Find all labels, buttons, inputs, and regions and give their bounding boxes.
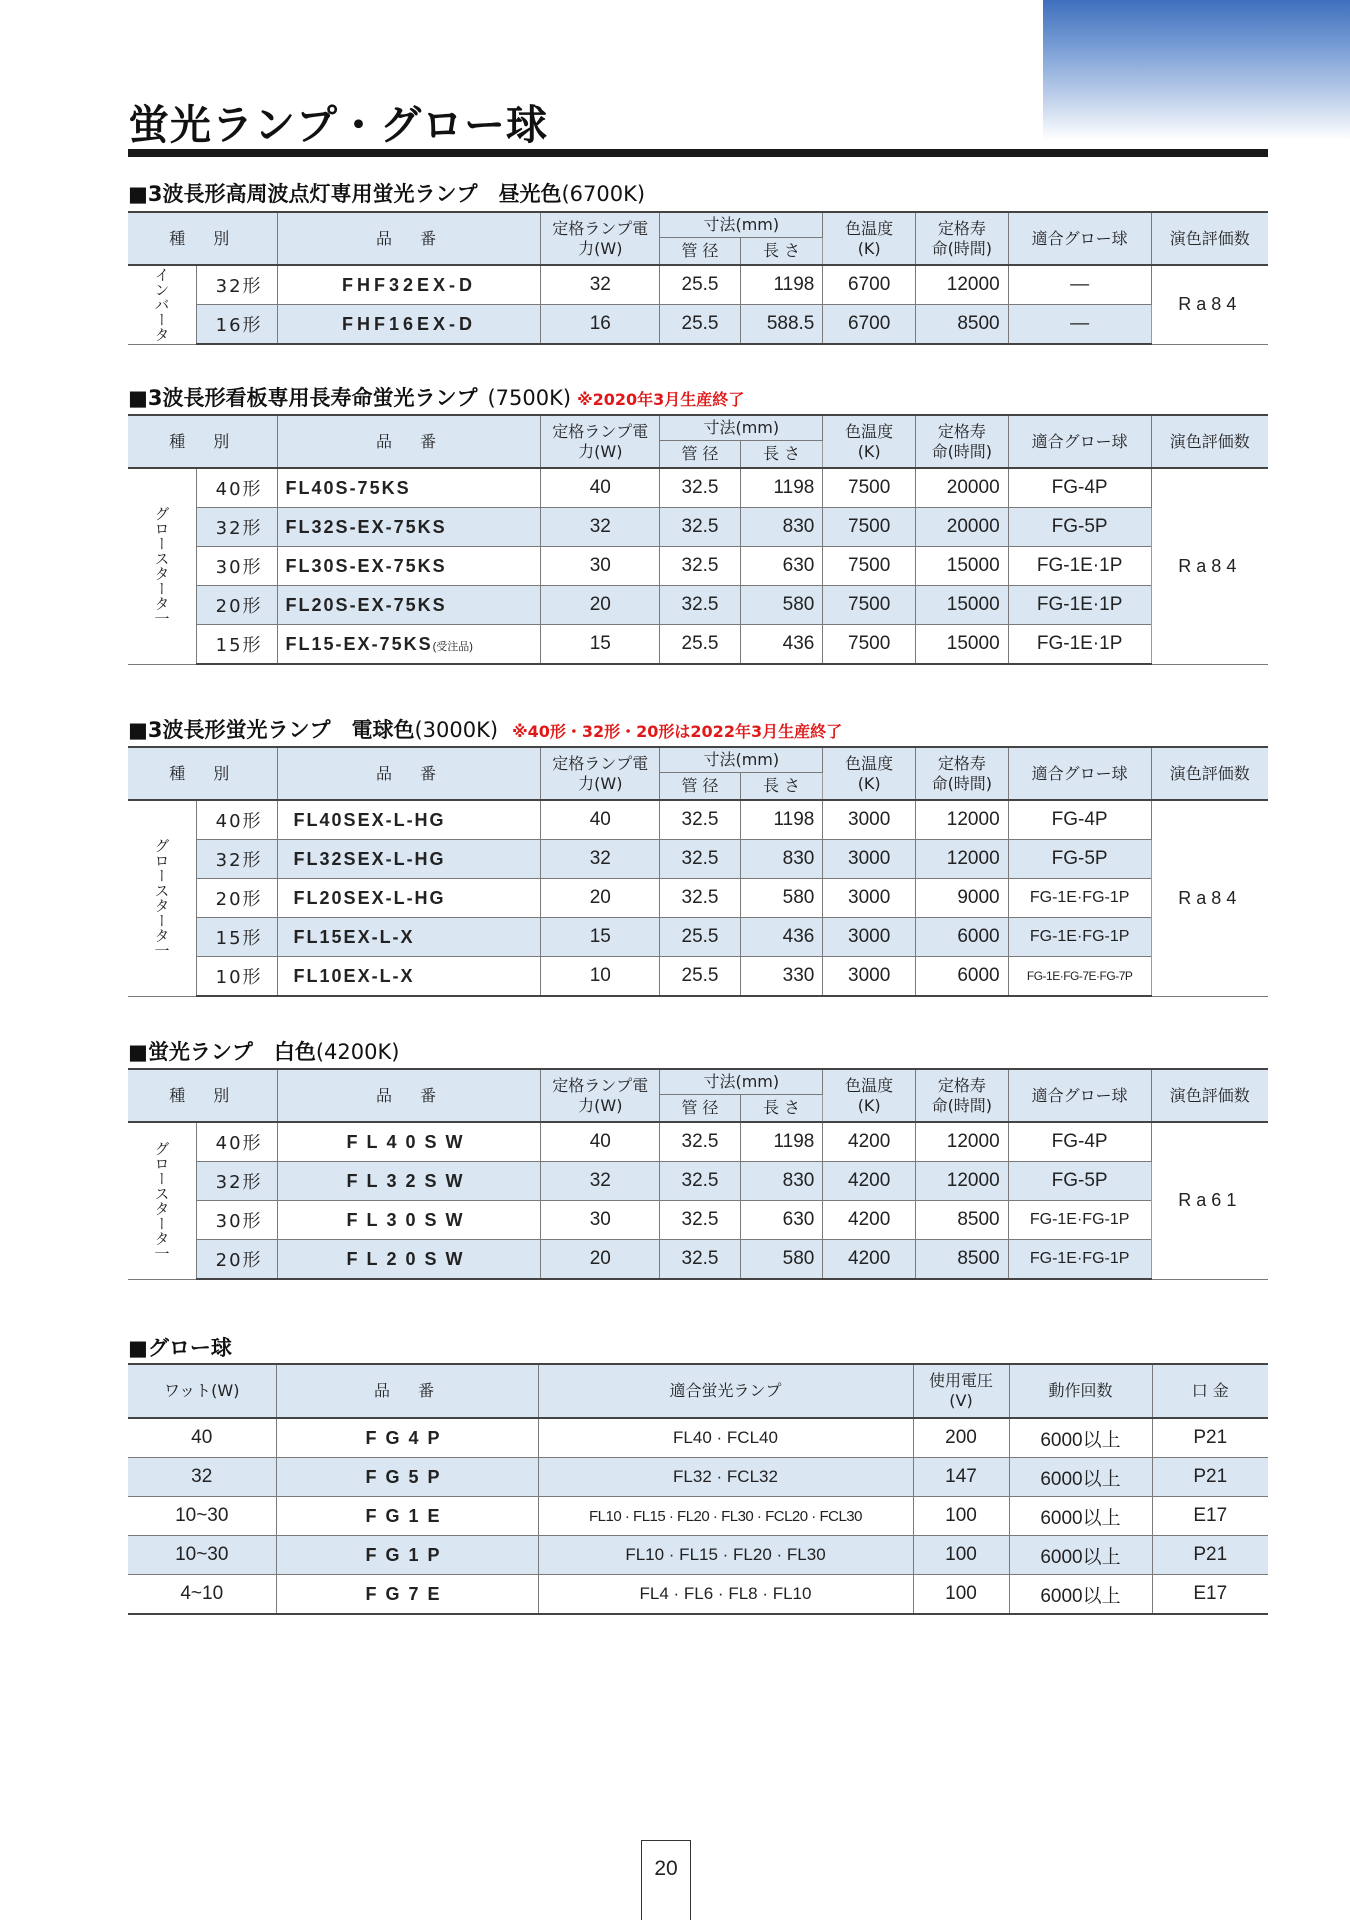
life-cell: 12000 bbox=[916, 800, 1009, 840]
temp-cell: 3000 bbox=[823, 840, 916, 879]
model-cell: FL32SW bbox=[277, 1162, 541, 1201]
header-cycles: 動作回数 bbox=[1009, 1364, 1152, 1418]
model-cell: FL30S-EX-75KS bbox=[277, 547, 541, 586]
header-type: 種 別 bbox=[128, 212, 277, 265]
group-label: インバータ bbox=[128, 265, 196, 344]
life-cell: 12000 bbox=[916, 265, 1009, 305]
header-dims: 寸法(mm) bbox=[660, 415, 823, 441]
header-cri: 演色評価数 bbox=[1151, 1069, 1268, 1122]
section-title-temp: (7500K) bbox=[487, 386, 572, 410]
temp-cell: 7500 bbox=[823, 508, 916, 547]
group-label: グロースタータ一 bbox=[128, 1122, 196, 1279]
table-row bbox=[128, 918, 1268, 957]
header-power: 定格ランプ電力(W) bbox=[541, 747, 660, 800]
glow-cell: FG-5P bbox=[1008, 1162, 1151, 1201]
base-cell: P21 bbox=[1152, 1418, 1268, 1458]
lamps-cell: FL4 · FL6 · FL8 · FL10 bbox=[538, 1575, 913, 1615]
header-color-temp: 色温度(K) bbox=[823, 212, 916, 265]
header-voltage: 使用電圧(V) bbox=[913, 1364, 1009, 1418]
table-row bbox=[128, 1162, 1268, 1201]
header-cri: 演色評価数 bbox=[1151, 415, 1268, 468]
header-len: 長 さ bbox=[740, 773, 823, 801]
cycles-cell: 6000以上 bbox=[1009, 1418, 1152, 1458]
life-cell: 15000 bbox=[916, 625, 1009, 665]
header-glow: 適合グロー球 bbox=[1008, 415, 1151, 468]
temp-cell: 7500 bbox=[823, 625, 916, 665]
temp-cell: 3000 bbox=[823, 800, 916, 840]
len-cell: 436 bbox=[740, 918, 823, 957]
lamps-cell: FL32 · FCL32 bbox=[538, 1458, 913, 1497]
dia-cell: 32.5 bbox=[660, 800, 741, 840]
model-cell: FL32S-EX-75KS bbox=[277, 508, 541, 547]
header-model: 品 番 bbox=[277, 415, 541, 468]
temp-cell: 4200 bbox=[823, 1240, 916, 1280]
lamps-cell: FL10 · FL15 · FL20 · FL30 bbox=[538, 1536, 913, 1575]
lamps-cell: FL40 · FCL40 bbox=[538, 1418, 913, 1458]
watt-cell: 10~30 bbox=[128, 1536, 276, 1575]
power-cell: 15 bbox=[541, 918, 660, 957]
len-cell: 330 bbox=[740, 957, 823, 997]
header-len: 長 さ bbox=[740, 238, 823, 266]
life-cell: 15000 bbox=[916, 586, 1009, 625]
header-power: 定格ランプ電力(W) bbox=[541, 1069, 660, 1122]
base-cell: E17 bbox=[1152, 1497, 1268, 1536]
temp-cell: 6700 bbox=[823, 305, 916, 345]
header-dims: 寸法(mm) bbox=[660, 212, 823, 238]
glow-cell: FG-1E·FG-1P bbox=[1008, 1201, 1151, 1240]
table-row bbox=[128, 1418, 1268, 1458]
life-cell: 8500 bbox=[916, 1201, 1009, 1240]
model-cell: FHF32EX-D bbox=[277, 265, 541, 305]
dia-cell: 32.5 bbox=[660, 586, 741, 625]
voltage-cell: 100 bbox=[913, 1575, 1009, 1615]
temp-cell: 7500 bbox=[823, 468, 916, 508]
table-row bbox=[128, 879, 1268, 918]
model-cell bbox=[277, 625, 541, 665]
size-cell: 30形 bbox=[196, 547, 277, 586]
temp-cell: 3000 bbox=[823, 879, 916, 918]
spec-table bbox=[128, 746, 1268, 997]
size-cell: 40形 bbox=[196, 800, 277, 840]
glow-cell: FG-1E·FG-1P bbox=[1008, 918, 1151, 957]
header-base: 口 金 bbox=[1152, 1364, 1268, 1418]
cri-cell: Ra84 bbox=[1151, 800, 1268, 996]
size-cell: 40形 bbox=[196, 468, 277, 508]
header-glow: 適合グロー球 bbox=[1008, 747, 1151, 800]
len-cell: 1198 bbox=[740, 800, 823, 840]
model-cell: FL30SW bbox=[277, 1201, 541, 1240]
header-glow: 適合グロー球 bbox=[1008, 212, 1151, 265]
header-life: 定格寿命(時間) bbox=[916, 747, 1009, 800]
len-cell: 1198 bbox=[740, 468, 823, 508]
voltage-cell: 200 bbox=[913, 1418, 1009, 1458]
section-title-main: ■3波長形看板専用長寿命蛍光ランプ bbox=[128, 386, 478, 410]
model-cell: FL10EX-L-X bbox=[277, 957, 541, 997]
glow-cell: — bbox=[1008, 265, 1151, 305]
dia-cell: 25.5 bbox=[660, 957, 741, 997]
watt-cell: 40 bbox=[128, 1418, 276, 1458]
page-number: 20 bbox=[641, 1840, 691, 1920]
cycles-cell: 6000以上 bbox=[1009, 1458, 1152, 1497]
model-cell: FL15EX-L-X bbox=[277, 918, 541, 957]
len-cell: 630 bbox=[740, 1201, 823, 1240]
temp-cell: 4200 bbox=[823, 1201, 916, 1240]
power-cell: 30 bbox=[541, 547, 660, 586]
dia-cell: 32.5 bbox=[660, 547, 741, 586]
table-row bbox=[128, 1201, 1268, 1240]
base-cell: E17 bbox=[1152, 1575, 1268, 1615]
len-cell: 436 bbox=[740, 625, 823, 665]
header-cri: 演色評価数 bbox=[1151, 747, 1268, 800]
dia-cell: 32.5 bbox=[660, 1240, 741, 1280]
dia-cell: 25.5 bbox=[660, 625, 741, 665]
header-len: 長 さ bbox=[740, 1095, 823, 1123]
power-cell: 32 bbox=[541, 1162, 660, 1201]
section-title-main: ■蛍光ランプ 白色 bbox=[128, 1040, 316, 1064]
temp-cell: 4200 bbox=[823, 1122, 916, 1162]
life-cell: 20000 bbox=[916, 508, 1009, 547]
glow-cell: FG-4P bbox=[1008, 1122, 1151, 1162]
model-cell: FL20S-EX-75KS bbox=[277, 586, 541, 625]
life-cell: 9000 bbox=[916, 879, 1009, 918]
table-row bbox=[128, 625, 1268, 665]
base-cell: P21 bbox=[1152, 1536, 1268, 1575]
title-rule bbox=[128, 149, 1268, 157]
header-type: 種 別 bbox=[128, 747, 277, 800]
header-cri: 演色評価数 bbox=[1151, 212, 1268, 265]
model-cell: FG5P bbox=[276, 1458, 538, 1497]
section-title-main: ■3波長形蛍光ランプ 電球色 bbox=[128, 718, 415, 742]
spec-table bbox=[128, 1068, 1268, 1280]
section-title-temp: (3000K) bbox=[414, 718, 499, 742]
cycles-cell: 6000以上 bbox=[1009, 1536, 1152, 1575]
size-cell: 15形 bbox=[196, 918, 277, 957]
size-cell: 40形 bbox=[196, 1122, 277, 1162]
model-cell: FG4P bbox=[276, 1418, 538, 1458]
header-type: 種 別 bbox=[128, 415, 277, 468]
glow-cell: FG-4P bbox=[1008, 468, 1151, 508]
len-cell: 630 bbox=[740, 547, 823, 586]
table-row bbox=[128, 547, 1268, 586]
life-cell: 6000 bbox=[916, 957, 1009, 997]
len-cell: 830 bbox=[740, 508, 823, 547]
life-cell: 8500 bbox=[916, 1240, 1009, 1280]
section-title-temp: (4200K) bbox=[315, 1040, 400, 1064]
power-cell: 16 bbox=[541, 305, 660, 345]
header-color-temp: 色温度(K) bbox=[823, 415, 916, 468]
size-cell: 20形 bbox=[196, 586, 277, 625]
len-cell: 588.5 bbox=[740, 305, 823, 345]
size-cell: 30形 bbox=[196, 1201, 277, 1240]
life-cell: 12000 bbox=[916, 1122, 1009, 1162]
power-cell: 20 bbox=[541, 879, 660, 918]
temp-cell: 6700 bbox=[823, 265, 916, 305]
spec-table bbox=[128, 211, 1268, 345]
voltage-cell: 147 bbox=[913, 1458, 1009, 1497]
lamps-cell: FL10 · FL15 · FL20 · FL30 · FCL20 · FCL30 bbox=[538, 1497, 913, 1536]
len-cell: 1198 bbox=[740, 265, 823, 305]
glow-cell: — bbox=[1008, 305, 1151, 345]
power-cell: 40 bbox=[541, 800, 660, 840]
table-row bbox=[128, 1240, 1268, 1280]
model-cell: FL20SW bbox=[277, 1240, 541, 1280]
table-row bbox=[128, 265, 1268, 305]
len-cell: 580 bbox=[740, 1240, 823, 1280]
watt-cell: 10~30 bbox=[128, 1497, 276, 1536]
header-dims: 寸法(mm) bbox=[660, 747, 823, 773]
model-cell: FG1E bbox=[276, 1497, 538, 1536]
model-cell: FL40SEX-L-HG bbox=[277, 800, 541, 840]
header-model: 品 番 bbox=[277, 212, 541, 265]
power-cell: 32 bbox=[541, 840, 660, 879]
header-model: 品 番 bbox=[276, 1364, 538, 1418]
power-cell: 32 bbox=[541, 508, 660, 547]
table-row bbox=[128, 1458, 1268, 1497]
size-cell: 10形 bbox=[196, 957, 277, 997]
group-label: グロースタータ一 bbox=[128, 468, 196, 664]
temp-cell: 7500 bbox=[823, 586, 916, 625]
table-row bbox=[128, 1497, 1268, 1536]
section-title bbox=[128, 1036, 399, 1066]
model-cell: FL40S-75KS bbox=[277, 468, 541, 508]
len-cell: 580 bbox=[740, 879, 823, 918]
group-label: グロースタータ一 bbox=[128, 800, 196, 996]
section-title bbox=[128, 714, 842, 744]
dia-cell: 25.5 bbox=[660, 918, 741, 957]
size-cell: 16形 bbox=[196, 305, 277, 345]
glow-cell: FG-1E·FG-7E·FG-7P bbox=[1008, 957, 1151, 997]
section-title-main: ■3波長形高周波点灯専用蛍光ランプ 昼光色 bbox=[128, 182, 562, 206]
corner-gradient-decoration bbox=[1043, 0, 1350, 140]
power-cell: 30 bbox=[541, 1201, 660, 1240]
temp-cell: 4200 bbox=[823, 1162, 916, 1201]
section-title bbox=[128, 178, 645, 208]
table-row bbox=[128, 957, 1268, 997]
header-model: 品 番 bbox=[277, 747, 541, 800]
model-cell: FL40SW bbox=[277, 1122, 541, 1162]
dia-cell: 32.5 bbox=[660, 879, 741, 918]
dia-cell: 25.5 bbox=[660, 305, 741, 345]
glow-cell: FG-1E·1P bbox=[1008, 586, 1151, 625]
cycles-cell: 6000以上 bbox=[1009, 1497, 1152, 1536]
size-cell: 20形 bbox=[196, 1240, 277, 1280]
discontinued-note: ※2020年3月生産終了 bbox=[577, 390, 745, 409]
size-cell: 32形 bbox=[196, 265, 277, 305]
glow-cell: FG-5P bbox=[1008, 508, 1151, 547]
header-dia: 管 径 bbox=[660, 1095, 741, 1123]
header-power: 定格ランプ電力(W) bbox=[541, 212, 660, 265]
discontinued-note: ※40形・32形・20形は2022年3月生産終了 bbox=[512, 722, 843, 741]
dia-cell: 32.5 bbox=[660, 468, 741, 508]
table-row bbox=[128, 1536, 1268, 1575]
glow-table bbox=[128, 1363, 1268, 1615]
dia-cell: 32.5 bbox=[660, 1162, 741, 1201]
table-row bbox=[128, 586, 1268, 625]
section-title: ■グロー球 bbox=[128, 1336, 232, 1360]
life-cell: 12000 bbox=[916, 1162, 1009, 1201]
temp-cell: 3000 bbox=[823, 957, 916, 997]
glow-cell: FG-1E·1P bbox=[1008, 625, 1151, 665]
table-row bbox=[128, 305, 1268, 345]
glow-cell: FG-1E·1P bbox=[1008, 547, 1151, 586]
len-cell: 830 bbox=[740, 1162, 823, 1201]
header-color-temp: 色温度(K) bbox=[823, 747, 916, 800]
life-cell: 12000 bbox=[916, 840, 1009, 879]
watt-cell: 32 bbox=[128, 1458, 276, 1497]
size-cell: 15形 bbox=[196, 625, 277, 665]
voltage-cell: 100 bbox=[913, 1536, 1009, 1575]
power-cell: 20 bbox=[541, 1240, 660, 1280]
model-text: FL15-EX-75KS bbox=[285, 633, 433, 654]
model-cell: FG7E bbox=[276, 1575, 538, 1615]
cri-cell: Ra84 bbox=[1151, 468, 1268, 664]
voltage-cell: 100 bbox=[913, 1497, 1009, 1536]
power-cell: 10 bbox=[541, 957, 660, 997]
life-cell: 15000 bbox=[916, 547, 1009, 586]
header-lamps: 適合蛍光ランプ bbox=[538, 1364, 913, 1418]
glow-cell: FG-4P bbox=[1008, 800, 1151, 840]
len-cell: 830 bbox=[740, 840, 823, 879]
order-only-tag: (受注品) bbox=[432, 640, 473, 653]
header-dims: 寸法(mm) bbox=[660, 1069, 823, 1095]
dia-cell: 32.5 bbox=[660, 508, 741, 547]
model-cell: FHF16EX-D bbox=[277, 305, 541, 345]
table-row bbox=[128, 1575, 1268, 1615]
power-cell: 32 bbox=[541, 265, 660, 305]
header-life: 定格寿命(時間) bbox=[916, 1069, 1009, 1122]
header-power: 定格ランプ電力(W) bbox=[541, 415, 660, 468]
dia-cell: 32.5 bbox=[660, 1201, 741, 1240]
header-model: 品 番 bbox=[277, 1069, 541, 1122]
size-cell: 20形 bbox=[196, 879, 277, 918]
glow-cell: FG-1E·FG-1P bbox=[1008, 1240, 1151, 1280]
header-dia: 管 径 bbox=[660, 441, 741, 469]
table-row bbox=[128, 508, 1268, 547]
glow-cell: FG-5P bbox=[1008, 840, 1151, 879]
model-cell: FL20SEX-L-HG bbox=[277, 879, 541, 918]
table-row bbox=[128, 840, 1268, 879]
dia-cell: 32.5 bbox=[660, 840, 741, 879]
len-cell: 580 bbox=[740, 586, 823, 625]
power-cell: 15 bbox=[541, 625, 660, 665]
model-cell: FG1P bbox=[276, 1536, 538, 1575]
len-cell: 1198 bbox=[740, 1122, 823, 1162]
header-color-temp: 色温度(K) bbox=[823, 1069, 916, 1122]
header-glow: 適合グロー球 bbox=[1008, 1069, 1151, 1122]
temp-cell: 3000 bbox=[823, 918, 916, 957]
power-cell: 20 bbox=[541, 586, 660, 625]
life-cell: 20000 bbox=[916, 468, 1009, 508]
header-life: 定格寿命(時間) bbox=[916, 212, 1009, 265]
table-row bbox=[128, 1122, 1268, 1162]
cri-cell: Ra61 bbox=[1151, 1122, 1268, 1279]
size-cell: 32形 bbox=[196, 840, 277, 879]
header-watt: ワット(W) bbox=[128, 1364, 276, 1418]
table-row bbox=[128, 468, 1268, 508]
section-title-temp: (6700K) bbox=[561, 182, 646, 206]
life-cell: 6000 bbox=[916, 918, 1009, 957]
spec-table bbox=[128, 414, 1268, 665]
header-life: 定格寿命(時間) bbox=[916, 415, 1009, 468]
cycles-cell: 6000以上 bbox=[1009, 1575, 1152, 1615]
watt-cell: 4~10 bbox=[128, 1575, 276, 1615]
cri-cell: Ra84 bbox=[1151, 265, 1268, 344]
dia-cell: 32.5 bbox=[660, 1122, 741, 1162]
header-len: 長 さ bbox=[740, 441, 823, 469]
size-cell: 32形 bbox=[196, 1162, 277, 1201]
dia-cell: 25.5 bbox=[660, 265, 741, 305]
life-cell: 8500 bbox=[916, 305, 1009, 345]
page-title: 蛍光ランプ・グロー球 bbox=[128, 101, 548, 149]
glow-cell: FG-1E·FG-1P bbox=[1008, 879, 1151, 918]
header-dia: 管 径 bbox=[660, 773, 741, 801]
size-cell: 32形 bbox=[196, 508, 277, 547]
base-cell: P21 bbox=[1152, 1458, 1268, 1497]
temp-cell: 7500 bbox=[823, 547, 916, 586]
header-type: 種 別 bbox=[128, 1069, 277, 1122]
power-cell: 40 bbox=[541, 1122, 660, 1162]
table-row bbox=[128, 800, 1268, 840]
power-cell: 40 bbox=[541, 468, 660, 508]
model-cell: FL32SEX-L-HG bbox=[277, 840, 541, 879]
header-dia: 管 径 bbox=[660, 238, 741, 266]
section-title bbox=[128, 382, 744, 412]
